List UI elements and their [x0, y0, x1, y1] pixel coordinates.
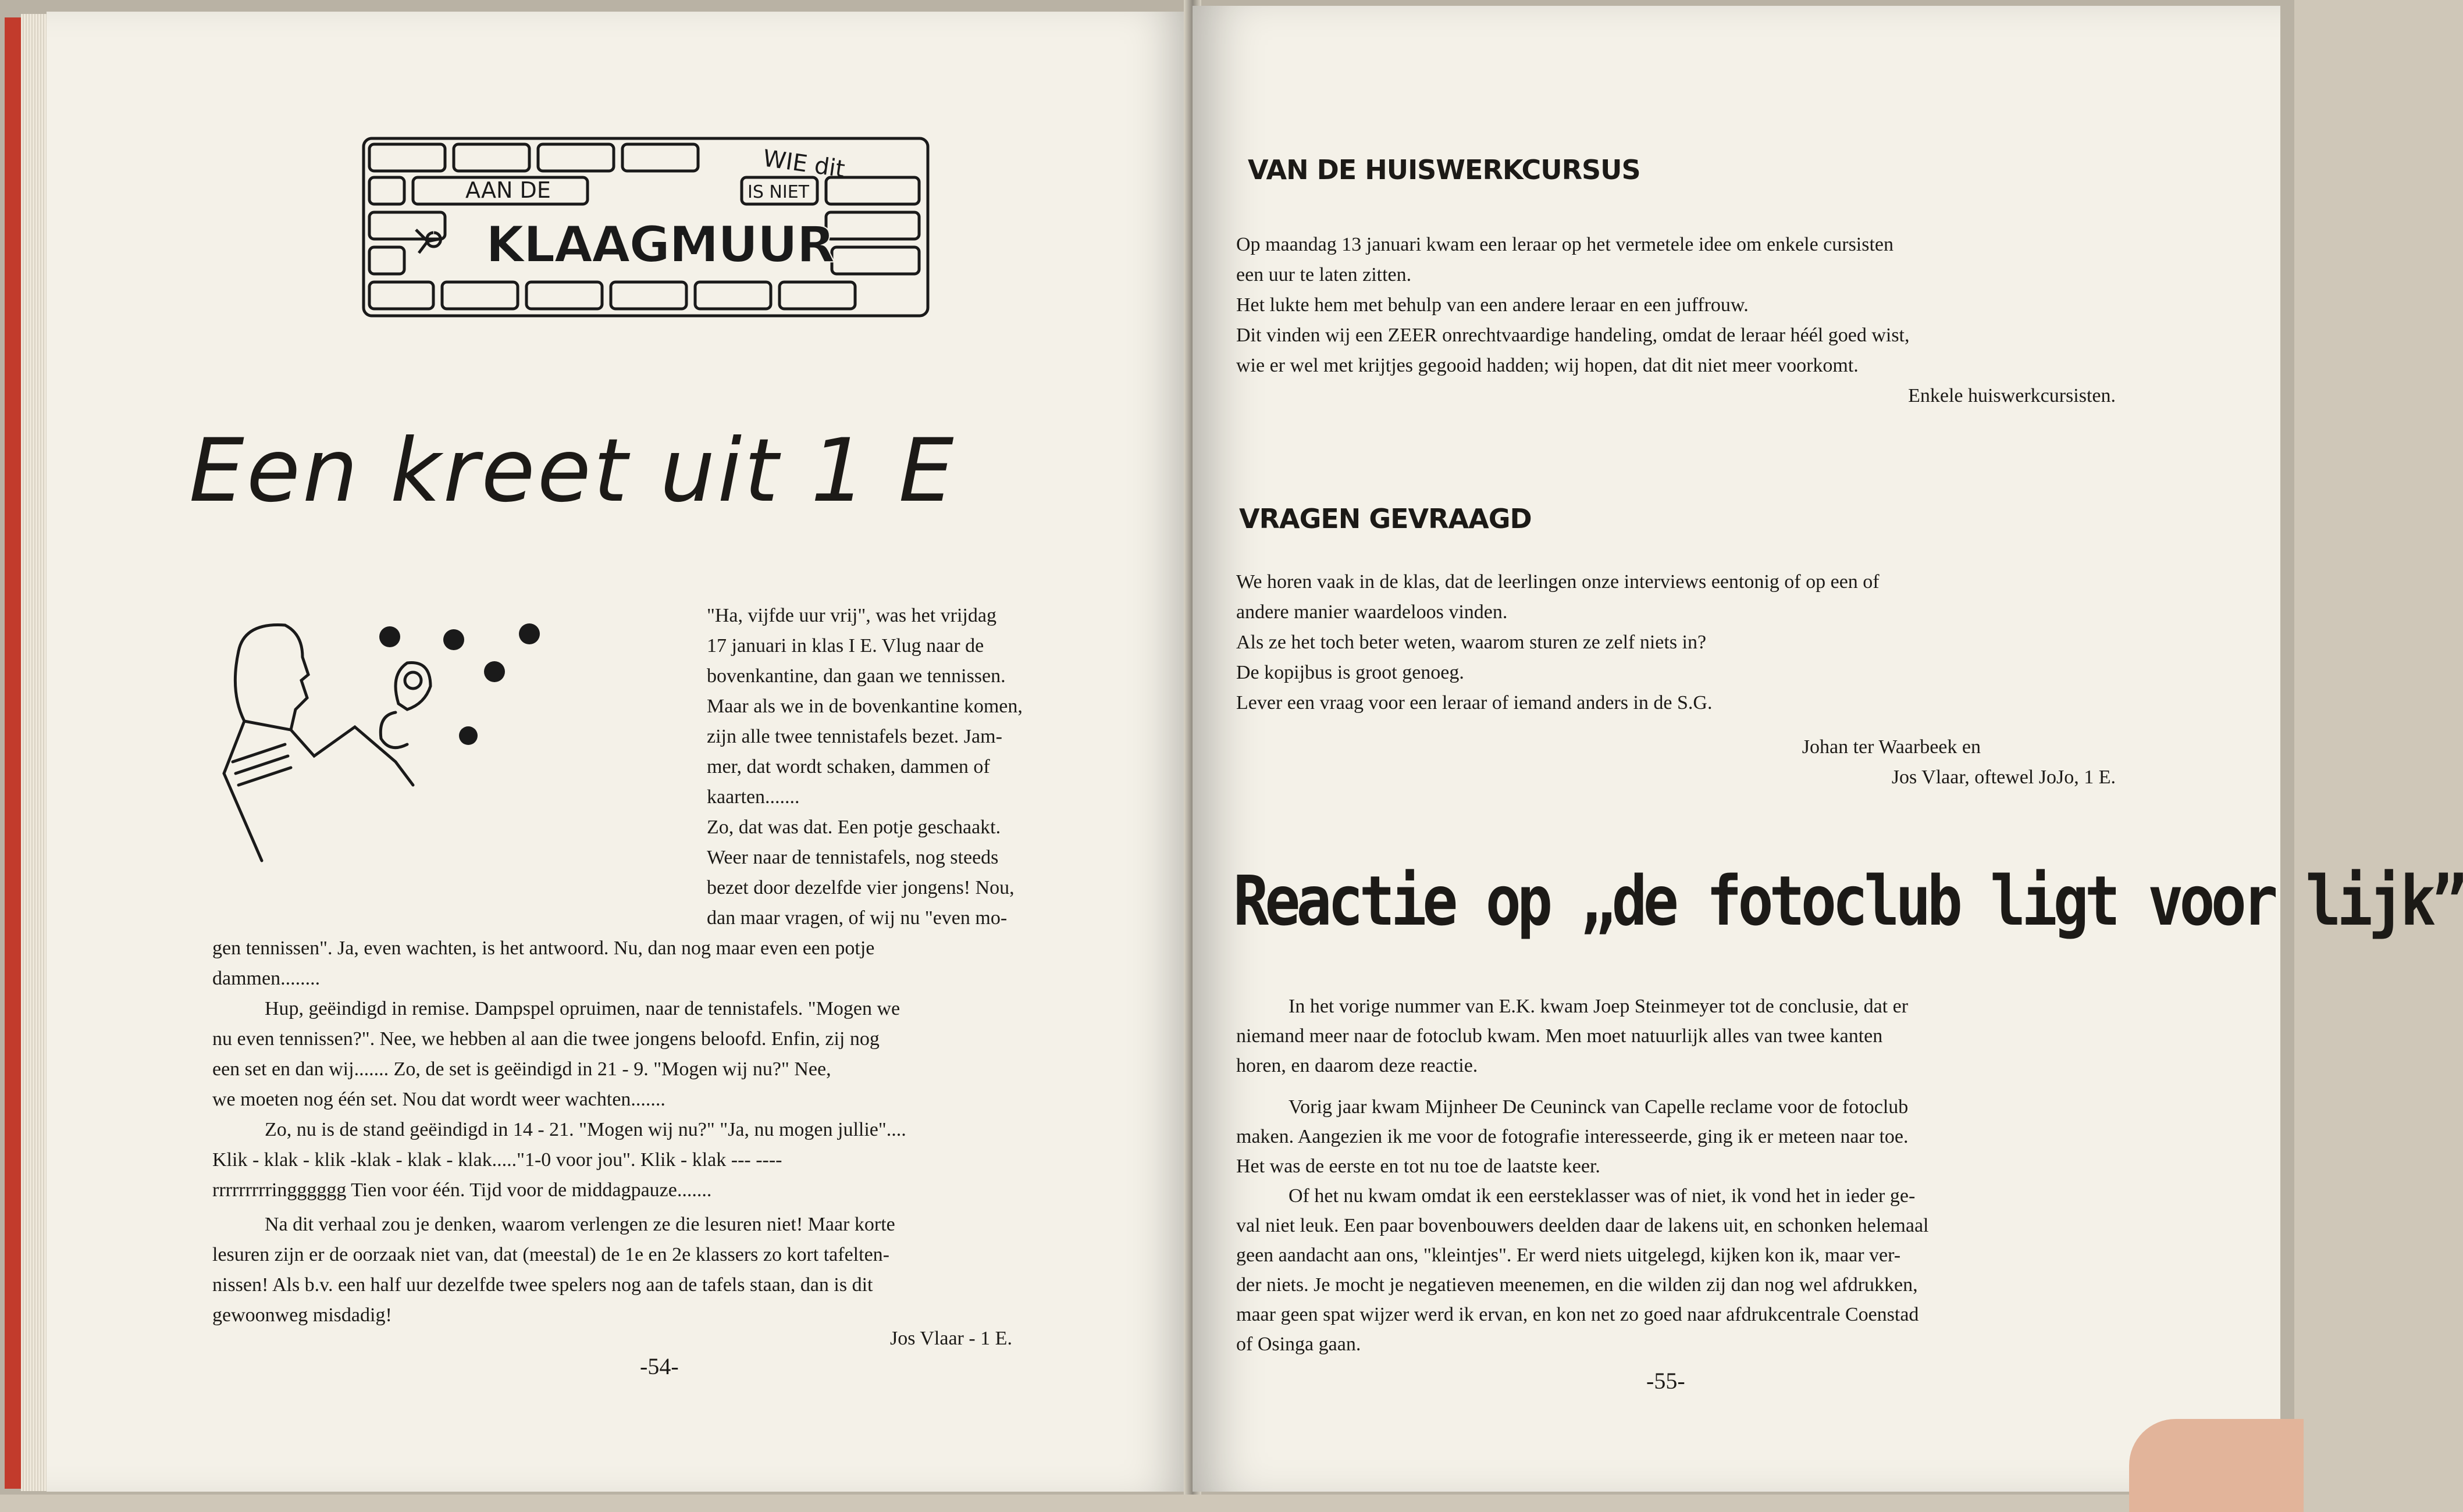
text-line: der niets. Je mocht je negatieven meenemen, en die wilden zij dan nog wel afdrukken, — [1236, 1274, 1918, 1296]
wall-text-klaagmuur: KLAAGMUUR — [486, 216, 834, 274]
text-line: mer, dat wordt schaken, dammen of — [707, 756, 990, 778]
text-line: Of het nu kwam omdat ik een eersteklasser was of niet, ik vond het in ieder ge- — [1289, 1185, 1916, 1207]
text-line: In het vorige nummer van E.K. kwam Joep Steinmeyer tot de conclusie, dat er — [1289, 996, 1909, 1017]
text-line: Op maandag 13 januari kwam een leraar op het vermetele idee om enkele cursisten — [1236, 234, 1894, 255]
text-line: bezet door dezelfde vier jongens! Nou, — [707, 877, 1015, 898]
text-line: niemand meer naar de fotoclub kwam. Men moet natuurlijk alles van twee kanten — [1236, 1025, 1883, 1047]
page-number-left: -54- — [640, 1353, 679, 1379]
reactie-text — [1236, 992, 2120, 1359]
text-line: of Osinga gaan. — [1236, 1333, 1361, 1355]
reader-thumb — [2129, 1419, 2304, 1512]
huiswerkcursus-signature: Enkele huiswerkcursisten. — [1908, 385, 2116, 406]
text-line: gen tennissen". Ja, even wachten, is het antwoord. Nu, dan nog maar even een potje — [212, 937, 875, 959]
page-number-right: -55- — [1646, 1368, 1685, 1394]
text-line: nissen! Als b.v. een half uur dezelfde twee spelers nog aan de tafels staan, dan is dit — [212, 1274, 873, 1296]
text-line: maken. Aangezien ik me voor de fotografie interesseerde, ging ik er meteen naar toe. — [1236, 1126, 1909, 1147]
book-cover-edge — [5, 17, 21, 1489]
text-line: andere manier waardeloos vinden. — [1236, 601, 1508, 623]
huiswerkcursus-text — [1236, 230, 2120, 411]
vragen-heading: VRAGEN GEVRAAGD — [1239, 503, 1532, 534]
text-line: een uur te laten zitten. — [1236, 264, 1412, 286]
huiswerkcursus-heading: VAN DE HUISWERKCURSUS — [1248, 154, 1640, 186]
vragen-signature-2: Jos Vlaar, oftewel JoJo, 1 E. — [1891, 766, 2116, 788]
kreet-full-width-text — [212, 933, 1161, 1206]
text-line: 17 januari in klas I E. Vlug naar de — [707, 635, 984, 657]
text-line: een set en dan wij....... Zo, de set is geëindigd in 21 - 9. "Mogen wij nu?" Nee, — [212, 1058, 831, 1080]
text-line: Maar als we in de bovenkantine komen, — [707, 696, 1023, 717]
kreet-signature: Jos Vlaar - 1 E. — [890, 1328, 1012, 1349]
text-line: Lever een vraag voor een leraar of iemand anders in de S.G. — [1236, 692, 1713, 714]
text-line: lesuren zijn er de oorzaak niet van, dat (meestal) de 1e en 2e klassers zo kort tafelten- — [212, 1244, 889, 1265]
text-line: Weer naar de tennistafels, nog steeds — [707, 847, 999, 868]
text-line: Als ze het toch beter weten, waarom sturen ze zelf niets in? — [1236, 632, 1707, 653]
kreet-closing-text — [212, 1210, 1143, 1331]
text-line: horen, en daarom deze reactie. — [1236, 1055, 1478, 1076]
wall-text-aan-de: AAN DE — [465, 177, 551, 203]
text-line: Het lukte hem met behulp van een andere leraar en een juffrouw. — [1236, 294, 1749, 316]
text-line: gewoonweg misdadig! — [212, 1304, 392, 1326]
text-line: Het was de eerste en tot nu toe de laatste keer. — [1236, 1156, 1600, 1177]
text-line: nu even tennissen?". Nee, we hebben al aan die twee jongens beloofd. Enfin, zij nog — [212, 1028, 880, 1050]
text-line: "Ha, vijfde uur vrij", was het vrijdag — [707, 605, 996, 626]
reactie-title: Reactie op „de fotoclub ligt voor lijk” — [1233, 861, 2463, 941]
text-line: Vorig jaar kwam Mijnheer De Ceuninck van Capelle reclame voor de fotoclub — [1289, 1096, 1909, 1118]
klaagmuur-illustration — [361, 134, 931, 320]
text-line: De kopijbus is groot genoeg. — [1236, 662, 1464, 683]
text-line: Na dit verhaal zou je denken, waarom verlengen ze die lesuren niet! Maar korte — [265, 1214, 895, 1235]
text-line: We horen vaak in de klas, dat de leerlingen onze interviews eentonig of op een of — [1236, 571, 1880, 593]
text-line: zijn alle twee tennistafels bezet. Jam- — [707, 726, 1002, 747]
text-line: kaarten....... — [707, 786, 800, 808]
text-line: we moeten nog één set. Nou dat wordt weer wachten....... — [212, 1089, 665, 1110]
text-line: geen aandacht aan ons, "kleintjes". Er werd niets uitgelegd, kijken kon ik, maar ver- — [1236, 1244, 1901, 1266]
text-line: bovenkantine, dan gaan we tennissen. — [707, 665, 1006, 687]
boy-blowing-bubbles-illustration — [221, 611, 640, 890]
text-line: wie er wel met krijtjes gegooid hadden; wij hopen, dat dit niet meer voorkomt. — [1236, 355, 1859, 376]
vragen-signature-1: Johan ter Waarbeek en — [1802, 736, 1981, 758]
text-line: val niet leuk. Een paar bovenbouwers deelden daar de lakens uit, en schonken helemaal — [1236, 1215, 1929, 1236]
text-line: Klik - klak - klik -klak - klak - klak....."1-0 voor jou". Klik - klak --- ---- — [212, 1149, 782, 1171]
text-line: dammen........ — [212, 968, 321, 989]
page-stack — [21, 14, 50, 1491]
text-line: dan maar vragen, of wij nu "even mo- — [707, 907, 1008, 929]
wall-text-is-niet: IS NIET — [748, 182, 809, 202]
text-line: Dit vinden wij een ZEER onrechtvaardige handeling, omdat de leraar héél goed wist, — [1236, 324, 1910, 346]
text-line: Hup, geëindigd in remise. Dampspel opruimen, naar de tennistafels. "Mogen we — [265, 998, 901, 1019]
wall-text-wie-dit: WIE dit — [761, 145, 847, 183]
kreet-column-text — [707, 601, 1137, 933]
text-line: Zo, dat was dat. Een potje geschaakt. — [707, 816, 1001, 838]
text-line: maar geen spat wijzer werd ik ervan, en kon net zo goed naar afdrukcentrale Coenstad — [1236, 1304, 1919, 1325]
text-line: Zo, nu is de stand geëindigd in 14 - 21. "Mogen wij nu?" "Ja, nu mogen jullie".... — [265, 1119, 906, 1140]
kreet-title: Een kreet uit 1 E — [189, 420, 956, 522]
vragen-text — [1236, 567, 2120, 793]
text-line: rrrrrrrrringggggg Tien voor één. Tijd voor de middagpauze....... — [212, 1179, 712, 1201]
